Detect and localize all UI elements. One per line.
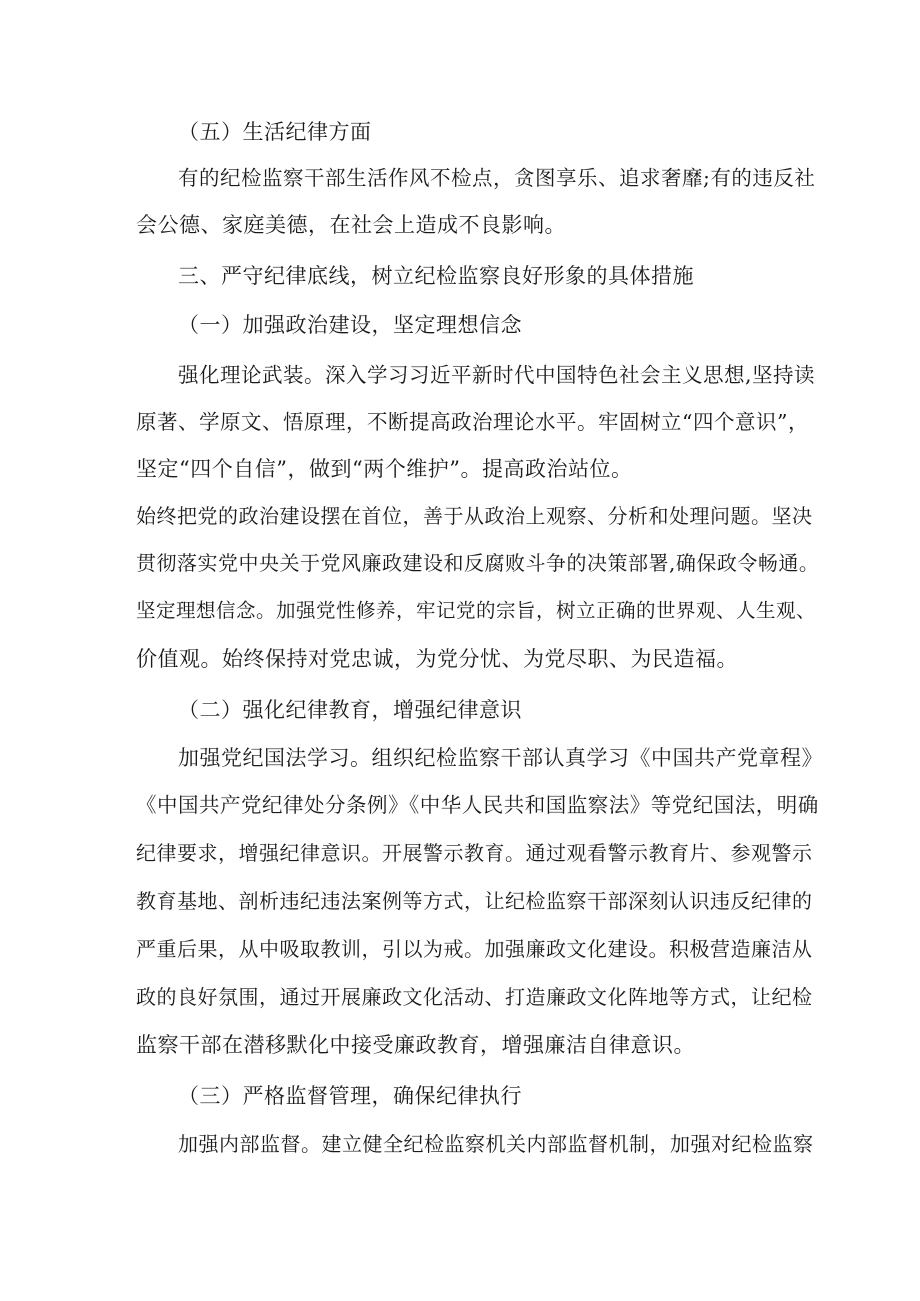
paragraph-line: 纪律要求，增强纪律意识。开展警示教育。通过观看警示教育片、参观警示 (136, 841, 813, 865)
paragraph-line: 坚定“四个自信”，做到“两个维护”。提高政治站位。 (136, 457, 633, 481)
paragraph-line: 价值观。始终保持对党忠诚，为党分忧、为党尽职、为民造福。 (136, 647, 738, 671)
paragraph-line: 原著、学原文、悟原理，不断提高政治理论水平。牢固树立“四个意识”， (136, 410, 809, 434)
paragraph-line: 《中国共产党纪律处分条例》《中华人民共和国监察法》等党纪国法，明确 (136, 793, 819, 817)
paragraph-line: 政的良好氛围，通过开展廉政文化活动、打造廉政文化阵地等方式，让纪检 (136, 985, 813, 1009)
section-heading-five: （五）生活纪律方面 (178, 120, 372, 144)
paragraph-line: 强化理论武装。深入学习习近平新时代中国特色社会主义思想,坚持读 (178, 363, 816, 387)
paragraph-line: 有的纪检监察干部生活作风不检点，贪图享乐、追求奢靡;有的违反社 (178, 166, 816, 190)
paragraph-line: 教育基地、剖析违纪违法案例等方式，让纪检监察干部深刻认识违反纪律的 (136, 889, 813, 913)
paragraph-line: 监察干部在潜移默化中接受廉政教育，增强廉洁自律意识。 (136, 1033, 695, 1057)
paragraph-line: 加强内部监督。建立健全纪检监察机关内部监督机制，加强对纪检监察 (178, 1132, 814, 1156)
section-heading-three: 三、严守纪律底线，树立纪检监察良好形象的具体措施 (178, 264, 694, 288)
subsection-heading-three: （三）严格监督管理，确保纪律执行 (178, 1084, 522, 1108)
paragraph-line: 严重后果，从中吸取教训，引以为戒。加强廉政文化建设。积极营造廉洁从 (136, 937, 813, 961)
paragraph-line: 坚定理想信念。加强党性修养，牢记党的宗旨，树立正确的世界观、人生观、 (136, 599, 817, 622)
subsection-heading-two: （二）强化纪律教育，增强纪律意识 (178, 698, 522, 722)
paragraph-line: 贯彻落实党中央关于党风廉政建设和反腐败斗争的决策部署,确保政令畅通。 (136, 551, 820, 575)
paragraph-line: 始终把党的政治建设摆在首位，善于从政治上观察、分析和处理问题。坚决 (136, 504, 813, 528)
paragraph-line: 加强党纪国法学习。组织纪检监察干部认真学习《中国共产党章程》 (178, 746, 823, 770)
paragraph-line: 会公德、家庭美德，在社会上造成不良影响。 (136, 213, 566, 237)
subsection-heading-one: （一）加强政治建设，坚定理想信念 (178, 313, 522, 337)
